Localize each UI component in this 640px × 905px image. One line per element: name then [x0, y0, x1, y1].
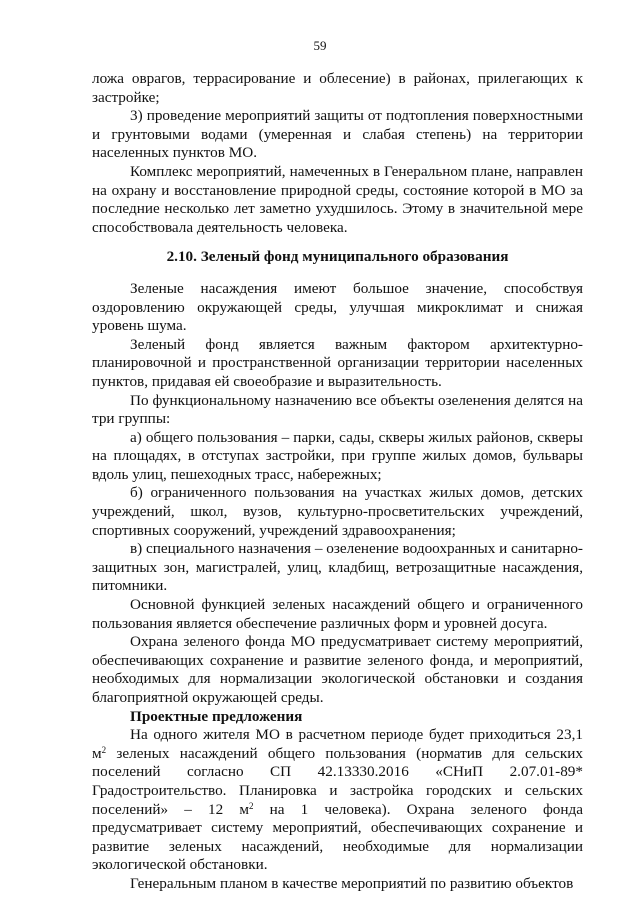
- subheading-project-proposals: Проектные предложения: [130, 707, 303, 725]
- paragraph-general-plan-measures: Генеральным планом в качестве мероприятий по развитию объектов: [130, 874, 574, 892]
- paragraph-green-fund-factor: Зеленый фонд является важным фактором архитектурно-планировочной и пространственной организации территории населенных пунктов, придавая ей своеобразие и выразительность.: [92, 335, 583, 390]
- list-item-group-a: а) общего пользования – парки, сады, скверы жилых районов, скверы на площадях, в отступах застройки, при группе жилых домов, бульвары вдоль улиц, пешеходных трасс, набережных;: [92, 428, 583, 483]
- paragraph-green-fund-protection: Охрана зеленого фонда МО предусматривает систему мероприятий, обеспечивающих сохранение и развитие зеленого фонда, и мероприятий, необходимых для нормализации экологической обстановки и создания благоприятной окружающей среды.: [92, 633, 583, 706]
- paragraph-flood-protection: 3) проведение мероприятий защиты от подтопления поверхностными и грунтовыми водами (умеренная и слабая степень) на территории населенных пунктов МО.: [92, 107, 583, 162]
- norm-text-part2: зеленых насаждений общего пользования (норматив для сельских поселений согласно СП 42.13330.2016 «СНиП 2.07.01-89* Градостроительство. Планировка и застройка городских и сельских поселений» – 12 м: [92, 744, 583, 818]
- paragraph-main-function: Основной функцией зеленых насаждений общего и ограниченного пользования является обеспечение различных форм и уровней досуга.: [92, 596, 583, 632]
- list-item-group-b: б) ограниченного пользования на участках жилых домов, детских учреждений, школ, вузов, культурно-просветительских учреждений, спортивных сооружений, учреждений здравоохранения;: [92, 484, 583, 539]
- paragraph-norm-per-resident: [92, 726, 583, 875]
- paragraph-green-importance: Зеленые насаждения имеют большое значение, способствуя оздоровлению окружающей среды, улучшая микроклимат и снижая уровень шума.: [92, 279, 583, 335]
- list-item-group-c: в) специального назначения – озеленение водоохранных и санитарно-защитных зон, магистралей, улиц, кладбищ, ветрозащитные насаждения, питомники.: [92, 540, 583, 595]
- norm-text-part3: на 1 человека). Охрана зеленого фонда предусматривает систему мероприятий, обеспечивающих сохранение и развитие зеленых насаждений, необходимые для нормализации экологической обстановки.: [92, 800, 583, 874]
- section-heading: 2.10. Зеленый фонд муниципального образования: [166, 248, 509, 266]
- norm-superscript-2: 2: [248, 800, 254, 811]
- paragraph-functional-groups: По функциональному назначению все объекты озеленения делятся на три группы:: [92, 391, 583, 428]
- page-number: 59: [313, 38, 327, 53]
- paragraph-ravine-continuation: ложа оврагов, террасирование и облесение) в районах, прилегающих к застройке;: [92, 70, 583, 106]
- page-content: [92, 70, 583, 894]
- norm-text-part1: На одного жителя МО в расчетном периоде будет приходиться 23,1 м: [92, 726, 583, 762]
- paragraph-measures-complex: Комплекс мероприятий, намеченных в Генеральном плане, направлен на охрану и восстановление природной среды, состояние которой в МО за последние несколько лет заметно ухудшилось. Этому в значительной мере способствовала деятельность человека.: [92, 162, 583, 236]
- norm-superscript-1: 2: [101, 744, 107, 755]
